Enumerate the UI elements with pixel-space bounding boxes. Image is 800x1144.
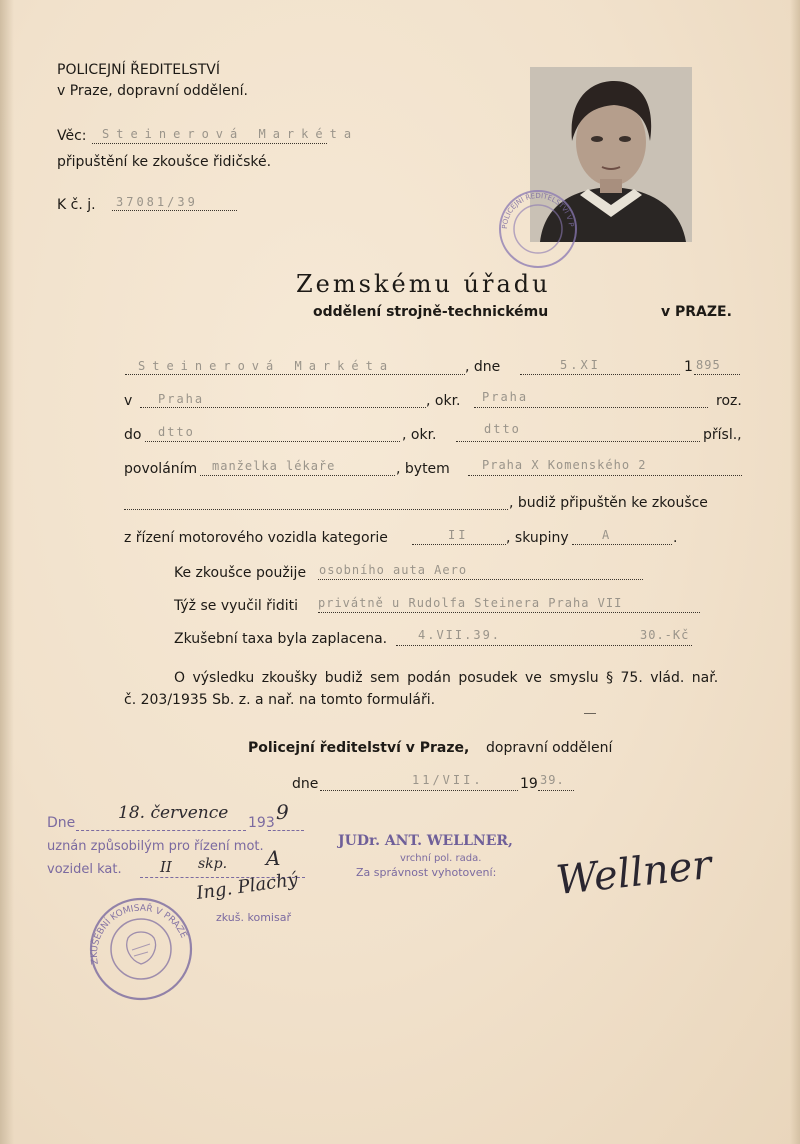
examiner-round-stamp: [86, 894, 196, 1004]
issue-date-line: [320, 790, 518, 791]
reference-number: 37081/39: [116, 195, 198, 209]
trained-label: Týž se vyučil řiditi: [174, 598, 298, 614]
official-signature: Wellner: [554, 841, 714, 905]
issue-date: 11/VII.: [412, 773, 484, 787]
addressee-department: oddělení strojně-technickému: [313, 304, 549, 320]
domicile-district-line: [456, 441, 700, 442]
addressee-city: v PRAZE.: [661, 304, 732, 320]
reference-label: K č. j.: [57, 197, 96, 213]
exam-year: 9: [276, 800, 289, 824]
birth-district-line: [474, 407, 708, 408]
group-value: A: [602, 528, 613, 542]
examiner-stamp-text: ZKUŠEBNÍ KOMISAŘ V PRAZE: [89, 903, 189, 966]
admit-text: , budiž připuštěn ke zkoušce: [509, 495, 708, 511]
birth-district: Praha: [482, 390, 529, 404]
exam-day-label: Dne: [47, 815, 76, 831]
exam-year-line: [268, 830, 304, 831]
born-year: 895: [696, 358, 721, 372]
born-label: , dne: [465, 359, 501, 375]
fee-line: [396, 645, 692, 646]
birthplace: Praha: [158, 392, 205, 406]
issue-year-prefix: 19: [520, 776, 538, 792]
year-label: roz.: [716, 393, 742, 409]
addressee-title: Zemskému úřadu: [296, 270, 551, 298]
issuer-name: Policejní ředitelství v Praze,: [248, 740, 470, 756]
exam-category: II: [160, 858, 172, 876]
subject-description: připuštění ke zkoušce řidičské.: [57, 154, 272, 170]
domicile-district-label: , okr.: [402, 427, 437, 443]
fee-label: Zkušební taxa byla zaplacena.: [174, 631, 388, 647]
born-day-line: [520, 374, 680, 375]
issuer-department: dopravní oddělení: [486, 740, 613, 756]
residence-line: [468, 475, 742, 476]
birth-district-label: , okr.: [426, 393, 461, 409]
name-line: [125, 374, 465, 375]
issue-year-line: [538, 790, 574, 791]
category-line: [412, 544, 506, 545]
authority-heading: POLICEJNÍ ŘEDITELSTVÍ: [57, 62, 221, 78]
qualified-text: uznán způsobilým pro řízení mot.: [47, 839, 264, 854]
exam-day-line: [76, 830, 246, 831]
residence: Praha X Komenského 2: [482, 458, 647, 472]
police-round-stamp: [497, 188, 579, 270]
official-title-stamp: vrchní pol. rada.: [400, 853, 482, 864]
subject-line: [92, 143, 327, 144]
domicile: dtto: [158, 425, 195, 439]
category-period: .: [673, 530, 678, 546]
result-text-line2: č. 203/1935 Sb. z. a nař. na tomto formuláři.: [124, 692, 436, 708]
commissioner-label: zkuš. komisař: [216, 911, 291, 924]
group-line: [572, 544, 672, 545]
car-label: Ke zkoušce použije: [174, 565, 307, 581]
domicile-label: do: [124, 427, 142, 443]
exam-year-prefix: 193: [248, 815, 275, 831]
issue-year: 39.: [540, 773, 565, 787]
exam-group: A: [266, 846, 281, 870]
official-note-stamp: Za správnost vyhotovení:: [356, 866, 497, 879]
subject-name: Steinerová Markéta: [102, 127, 359, 141]
domicile-district: dtto: [484, 422, 521, 436]
trained-value: privátně u Rudolfa Steinera Praha VII: [318, 596, 623, 610]
examiner-signature: Ing. Plachý: [195, 868, 300, 905]
occupation-label: povoláním: [124, 461, 198, 477]
vehicle-category-text: z řízení motorového vozidla kategorie: [124, 530, 388, 546]
fee-date: 4.VII.39.: [418, 628, 502, 642]
trained-line: [318, 612, 700, 613]
admit-line: [124, 509, 508, 510]
car-value: osobního auta Aero: [319, 563, 468, 577]
department-line: v Praze, dopravní oddělení.: [57, 83, 248, 99]
separator-mark: [584, 713, 596, 714]
exam-group-prefix: skp.: [198, 856, 228, 872]
reference-line: [112, 210, 237, 211]
residence-label: , bytem: [396, 461, 450, 477]
issue-date-label: dne: [292, 776, 319, 792]
exam-day: 18. července: [118, 803, 229, 823]
birthplace-label: v: [124, 393, 133, 409]
born-year-prefix: 1: [684, 359, 693, 375]
fee-amount: 30.-Kč: [640, 628, 690, 642]
vehicles-label: vozidel kat.: [47, 862, 122, 877]
group-label: , skupiny: [506, 530, 569, 546]
police-stamp-text: POLICEJNÍ ŘEDITELSTVÍ V P: [500, 191, 575, 230]
born-day: 5.XI: [560, 358, 601, 372]
subject-label: Věc:: [57, 128, 87, 144]
domicile-line: [145, 441, 400, 442]
car-line: [318, 579, 643, 580]
birthplace-line: [140, 407, 426, 408]
category-value: II: [448, 528, 469, 542]
occupation: manželka lékaře: [212, 459, 336, 473]
occupation-line: [200, 475, 395, 476]
belonging-label: přísl.,: [703, 427, 742, 443]
born-year-line: [694, 374, 740, 375]
applicant-name: Steinerová Markéta: [138, 359, 395, 373]
result-text-line1: O výsledku zkoušky budiž sem podán posudek ve smyslu § 75. vlád. nař.: [174, 670, 719, 686]
official-name-stamp: JUDr. ANT. WELLNER,: [338, 833, 513, 849]
